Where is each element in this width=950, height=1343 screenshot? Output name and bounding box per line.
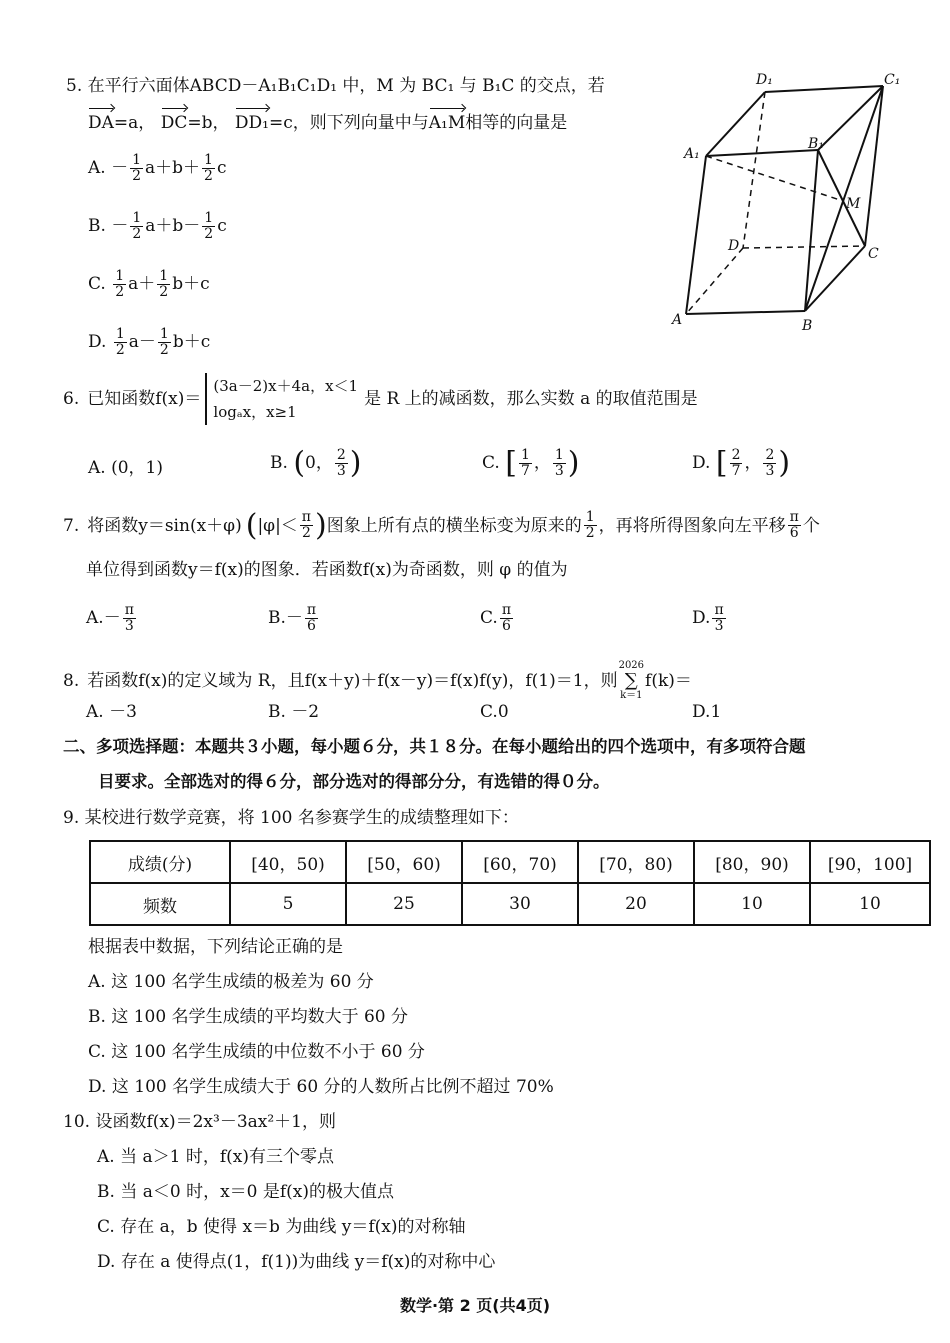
q9-number: 9. [63,808,80,828]
q5-eq-b: =b， [187,113,230,133]
frac-den: 6 [789,525,799,541]
edge-d1d-hidden [743,92,765,248]
edge-ab [686,311,805,314]
option-text: 当 a＜0 时，x＝0 是f(x)的极大值点 [120,1182,395,1202]
piecewise-case-2: logₐx，x≥1 [213,403,297,421]
option-label: A. [97,1147,115,1167]
fraction [305,603,318,634]
option-part: c [217,216,227,236]
fraction [788,510,801,541]
option-label: C. [482,453,500,473]
piecewise-case-1: (3a－2)x＋4a，x＜1 [213,377,359,395]
option-label: D. [97,1252,116,1272]
frac-num: 1 [554,447,564,463]
q5-option-b[interactable] [88,211,227,242]
edge-a1b1 [706,150,818,156]
option-part: b＋c [172,274,210,294]
option-text: 这 100 名学生成绩的极差为 60 分 [111,972,374,992]
q9-text: 某校进行数学竞赛，将 100 名参赛学生的成绩整理如下： [84,808,519,828]
piecewise-brace [205,373,358,425]
q10-option-d[interactable] [97,1250,495,1274]
option-text: －2 [291,702,320,722]
q6-option-a[interactable] [88,456,163,480]
q9-option-a[interactable] [88,970,374,994]
q5-stem: 在平行六面体ABCD－A₁B₁C₁D₁ 中，M 为 BC₁ 与 B₁C 的交点，若 [87,76,605,96]
frac-num: 1 [159,268,169,284]
option-label: D. [88,1077,107,1097]
option-label: A. [88,972,106,992]
table-header-cell: [60，70) [462,841,578,883]
q8-option-d[interactable] [692,700,721,724]
vector-dc: DC [160,113,188,133]
frac-den: 2 [204,168,213,184]
frac-num: π [789,509,799,525]
frac-den: 3 [554,463,564,479]
table-cell: 20 [578,883,694,925]
fraction [712,603,725,634]
q10-option-b[interactable] [97,1180,394,1204]
option-text: 这 100 名学生成绩的中位数不小于 60 分 [111,1042,425,1062]
option-sign: － [103,608,121,628]
frac-num: 1 [204,152,213,168]
option-text: 0， [305,453,333,473]
option-label: A. [88,158,106,178]
label-d: D [728,238,740,254]
table-header-cell: [70，80) [578,841,694,883]
frac-den: 2 [204,226,214,242]
option-text: (0，1) [111,458,163,478]
parallelepiped-figure [670,68,910,338]
q5-line1 [66,74,605,98]
q6-option-b[interactable] [270,445,362,481]
score-table [89,840,931,926]
frac-num: π [714,602,724,618]
option-label: B. [88,216,106,236]
edge-bc [805,246,865,311]
frac-den: 2 [115,284,125,300]
option-text: 这 100 名学生成绩大于 60 分的人数所占比例不超过 70% [111,1077,554,1097]
option-part: a＋b－ [145,216,201,236]
sum-upper: 2026 [618,660,645,671]
frac-den: 7 [520,463,530,479]
option-label: B. [270,453,288,473]
q5-option-d[interactable] [88,327,210,358]
fraction [158,327,171,358]
frac-den: 2 [132,168,142,184]
option-label: B. [268,702,286,722]
table-cell: 25 [346,883,462,925]
q7-option-d[interactable] [692,603,728,634]
q5-line2 [88,111,567,135]
q6-post: 是 R 上的减函数，那么实数 a 的取值范围是 [364,389,698,409]
option-text: 存在 a 使得点(1，f(1))为曲线 y＝f(x)的对称中心 [120,1252,496,1272]
option-text: 当 a＞1 时，f(x)有三个零点 [120,1147,334,1167]
q8-option-a[interactable] [86,700,137,724]
option-label: C. [88,274,106,294]
fraction [157,269,170,300]
vector-a1m: A₁M [428,113,466,133]
option-text: 1 [710,702,722,722]
page-footer: 数学·第 2 页(共4页) [399,1296,551,1315]
frac-den: 6 [501,618,511,634]
frac-num: 1 [115,326,125,342]
table-cell: 10 [810,883,930,925]
option-sign: － [285,608,303,628]
q5-option-c[interactable] [88,269,210,300]
q5-eq-c: =c，则下列向量中与 [268,113,429,133]
q7-line2: 单位得到函数y＝f(x)的图象．若函数f(x)为奇函数，则 φ 的值为 [86,560,568,580]
option-label: A. [86,702,104,722]
option-label: B. [88,1007,106,1027]
paren: ) [349,445,362,481]
option-text: 0 [497,702,509,722]
table-header-row [90,841,930,883]
q5-number: 5. [66,76,83,96]
option-part: － [111,158,129,178]
edge-d1a1 [706,92,765,156]
table-row-label: 频数 [90,883,230,925]
fraction [553,448,566,479]
frac-num: 1 [204,210,214,226]
frac-num: π [301,509,311,525]
sum-symbol: ∑ [624,670,638,691]
fraction [300,510,313,541]
frac-num: 2 [765,447,775,463]
table-cell: 30 [462,883,578,925]
q7-option-b[interactable] [268,603,320,634]
section2-heading-line1: 二、多项选择题：本题共３小题，每小题６分，共１８分。在每小题给出的四个选项中，有多项符合题 [63,737,806,756]
label-a: A [672,312,683,328]
q7-line1: 7. 将函数y＝sin(x＋φ) ( |φ|＜ $\frac{\pi}{2}$ ) 图象上所有点的横坐标变为原来的 $\frac{1}{2}$ ，再将所得图象向左平移 $\frac{\pi}{6}$ 个 [63,507,820,543]
fraction [500,603,513,634]
vector-dd1: DD₁ [234,113,269,133]
fraction [202,153,215,184]
option-label: D. [692,453,711,473]
q9-stem [63,806,519,830]
frac-den: 2 [159,342,169,358]
bracket: [ [715,445,728,481]
q6-stem [63,373,698,425]
edge-dc-hidden [743,246,865,248]
option-part: c [216,158,227,178]
fraction [130,153,143,184]
q8-option-b[interactable] [268,700,319,724]
label-m: M [846,196,861,212]
q9-option-b[interactable] [88,1005,408,1029]
q9-option-d[interactable] [88,1075,554,1099]
q5-tail: 相等的向量是 [465,113,568,133]
option-part: a－ [128,332,156,352]
option-part: b＋c [172,332,211,352]
frac-num: 1 [132,210,142,226]
option-label: D. [88,332,107,352]
q7-option-c[interactable] [480,603,515,634]
q6-number: 6. [63,389,80,409]
q5-eq-a: =a， [113,113,156,133]
frac-den: 3 [336,463,346,479]
frac-num: π [501,602,512,618]
fraction [584,510,597,541]
frac-num: 1 [520,447,530,463]
q6-option-c[interactable]: C. [ $\frac{1}{7}$ ， $\frac{1}{3}$ ) [482,445,580,481]
label-a1: A₁ [684,146,700,162]
q5-option-a[interactable] [88,153,227,184]
frac-num: π [124,602,134,618]
summation [619,660,644,702]
q8-number: 8. [63,671,80,691]
option-label: B. [97,1182,115,1202]
frac-den: 2 [159,284,169,300]
frac-num: 1 [115,268,125,284]
fraction [130,211,143,242]
edge-d1c1 [765,86,883,92]
frac-den: 2 [115,342,125,358]
frac-den: 3 [714,618,724,634]
frac-den: 2 [132,226,142,242]
frac-num: 2 [731,447,741,463]
frac-num: π [306,602,317,618]
table-cell: 10 [694,883,810,925]
table-header-cell: [80，90) [694,841,810,883]
table-cell: 5 [230,883,346,925]
fraction [519,448,532,479]
edge-b1b [805,150,818,311]
edge-da-hidden [686,248,743,314]
q10-option-a[interactable] [97,1145,334,1169]
paren: ) [567,445,580,481]
table-header-cell: 成绩(分) [90,841,230,883]
frac-num: 1 [585,509,595,525]
q7-pre: 将函数y＝sin(x＋φ) [87,515,242,536]
label-c: C [868,246,879,262]
vector-da: DA [88,113,114,133]
option-text: －3 [109,702,137,722]
label-b1: B₁ [808,136,824,152]
q7-post: ，再将所得图象向左平移 [598,515,786,536]
frac-num: 1 [159,326,169,342]
section2-heading-line2: 目要求。全部选对的得６分，部分选对的得部分分，有选错的得０分。 [98,772,610,791]
table-header-cell: [40，50) [230,841,346,883]
fraction [202,211,215,242]
label-b: B [802,318,813,334]
option-label: C. [480,702,498,722]
q7-cond: |φ|＜ [257,515,298,536]
option-label: B. [268,608,286,628]
frac-den: 6 [307,618,316,634]
option-label: D. [692,608,711,628]
option-part: a＋ [128,274,156,294]
paren: ( [293,445,306,481]
frac-num: 2 [336,447,346,463]
q8-text: 若函数f(x)的定义域为 R，且f(x＋y)＋f(x－y)＝f(x)f(y)，f(1)＝1，则 [87,671,618,691]
option-part: a＋b＋ [145,158,201,178]
q7-mid: 图象上所有点的横坐标变为原来的 [326,515,582,536]
q8-option-c[interactable] [480,700,509,724]
frac-den: 2 [585,525,595,541]
edge-a1a [686,156,706,314]
q7-option-a[interactable] [86,603,138,634]
option-label: C. [97,1217,115,1237]
frac-den: 3 [124,618,134,634]
table-header-cell: [90，100] [810,841,930,883]
fraction [763,448,776,479]
q7-tail: 个 [802,515,820,536]
label-c1: C₁ [884,72,901,88]
label-d1: D₁ [756,72,773,88]
q10-number: 10. [63,1112,91,1132]
option-label: A. [86,608,104,628]
frac-num: 1 [132,152,142,168]
option-text: 存在 a，b 使得 x＝b 为曲线 y＝f(x)的对称轴 [120,1217,466,1237]
sum-lower: k＝1 [620,690,643,701]
q8-stem [63,660,692,702]
fraction [730,448,743,479]
frac-den: 7 [731,463,741,479]
q8-sum-tail: f(k)＝ [645,671,692,691]
option-part: － [111,216,129,236]
option-label: C. [88,1042,106,1062]
edge-b1c1 [818,86,883,150]
q10-stem [63,1110,336,1134]
frac-den: 3 [765,463,775,479]
q10-text: 设函数f(x)＝2x³－3ax²＋1，则 [95,1112,336,1132]
table-row [90,883,930,925]
frac-den: 2 [301,525,311,541]
option-label: A. [88,458,106,478]
option-label: C. [480,608,498,628]
q10-option-c[interactable] [97,1215,465,1239]
q9-prompt: 根据表中数据，下列结论正确的是 [88,937,343,957]
paren: ) [778,445,791,481]
bracket: [ [505,445,517,481]
q9-option-c[interactable] [88,1040,425,1064]
fraction [335,448,348,479]
fraction [113,269,126,300]
segment-a1m-hidden [706,156,840,200]
table-header-cell: [50，60) [346,841,462,883]
q6-option-d[interactable]: D. [ $\frac{2}{7}$ ， $\frac{2}{3}$ ) [692,445,791,481]
option-text: 这 100 名学生成绩的平均数大于 60 分 [111,1007,409,1027]
fraction [123,603,136,634]
q6-pre: 已知函数f(x)＝ [87,389,202,409]
q7-number: 7. [63,515,80,536]
fraction [114,327,127,358]
option-label: D. [692,702,711,722]
